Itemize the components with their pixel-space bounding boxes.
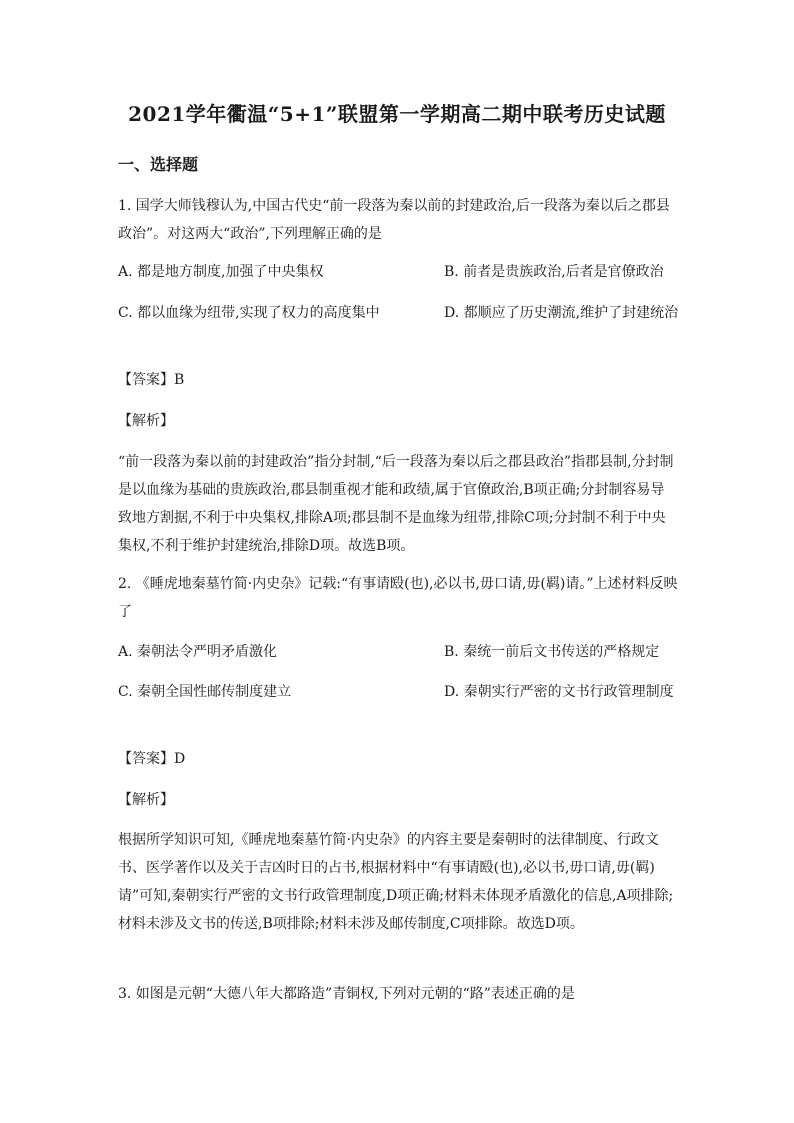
question-2-answer: 【答案】D bbox=[118, 751, 186, 767]
question-2-stem: 2. 《睡虎地秦墓竹简·内史杂》记载:“有事请殹(也),必以书,毋口请,毋(羁)请。”上述材料反映了 bbox=[118, 576, 678, 620]
question-2-option-c: C. 秦朝全国性邮传制度建立 bbox=[118, 684, 292, 700]
question-1-answer: 【答案】B bbox=[118, 372, 185, 388]
question-2-analysis-label: 【解析】 bbox=[118, 792, 174, 808]
question-3-stem: 3. 如图是元朝“大德八年大都路造”青铜权,下列对元朝的“路”表述正确的是 bbox=[118, 986, 575, 1002]
question-1-analysis-label: 【解析】 bbox=[118, 413, 174, 429]
question-1-option-c: C. 都以血缘为纽带,实现了权力的高度集中 bbox=[118, 305, 380, 321]
question-1-option-d: D. 都顺应了历史潮流,维护了封建统治 bbox=[444, 305, 679, 321]
question-1-analysis: “前一段落为秦以前的封建政治”指分封制,“后一段落为秦以后之郡县政治”指郡县制,分封制是以血缘为基础的贵族政治,郡县制重视才能和政绩,属于官僚政治,B项正确;分封制容易导致地方割据,不利于中央集权,排除A项;郡县制不是血缘为纽带,排除C项;分封制不利于中央集权,不利于维护封建统治,排除D项。故选B项。 bbox=[118, 454, 674, 554]
question-2-option-b: B. 秦统一前后文书传送的严格规定 bbox=[444, 644, 660, 660]
question-1-stem: 1. 国学大师钱穆认为,中国古代史“前一段落为秦以前的封建政治,后一段落为秦以后之郡县政治”。对这两大“政治”,下列理解正确的是 bbox=[118, 198, 670, 242]
section-heading: 一、选择题 bbox=[118, 155, 199, 174]
question-1-option-b: B. 前者是贵族政治,后者是官僚政治 bbox=[444, 264, 664, 280]
question-1-option-a: A. 都是地方制度,加强了中央集权 bbox=[118, 264, 324, 280]
question-2-analysis: 根据所学知识可知,《睡虎地秦墓竹简·内史杂》的内容主要是秦朝时的法律制度、行政文书、医学著作以及关于吉凶时日的占书,根据材料中“有事请殹(也),必以书,毋口请,毋(羁)请”可知,秦朝实行严密的文书行政管理制度,D项正确;材料未体现矛盾激化的信息,A项排除;材料未涉及文书的传送,B项排除;材料未涉及邮传制度,C项排除。故选D项。 bbox=[118, 832, 674, 932]
page-title: 2021学年衢温“5+1”联盟第一学期高二期中联考历史试题 bbox=[128, 102, 666, 126]
question-2-option-a: A. 秦朝法令严明矛盾激化 bbox=[118, 644, 278, 660]
question-2-option-d: D. 秦朝实行严密的文书行政管理制度 bbox=[444, 684, 674, 700]
